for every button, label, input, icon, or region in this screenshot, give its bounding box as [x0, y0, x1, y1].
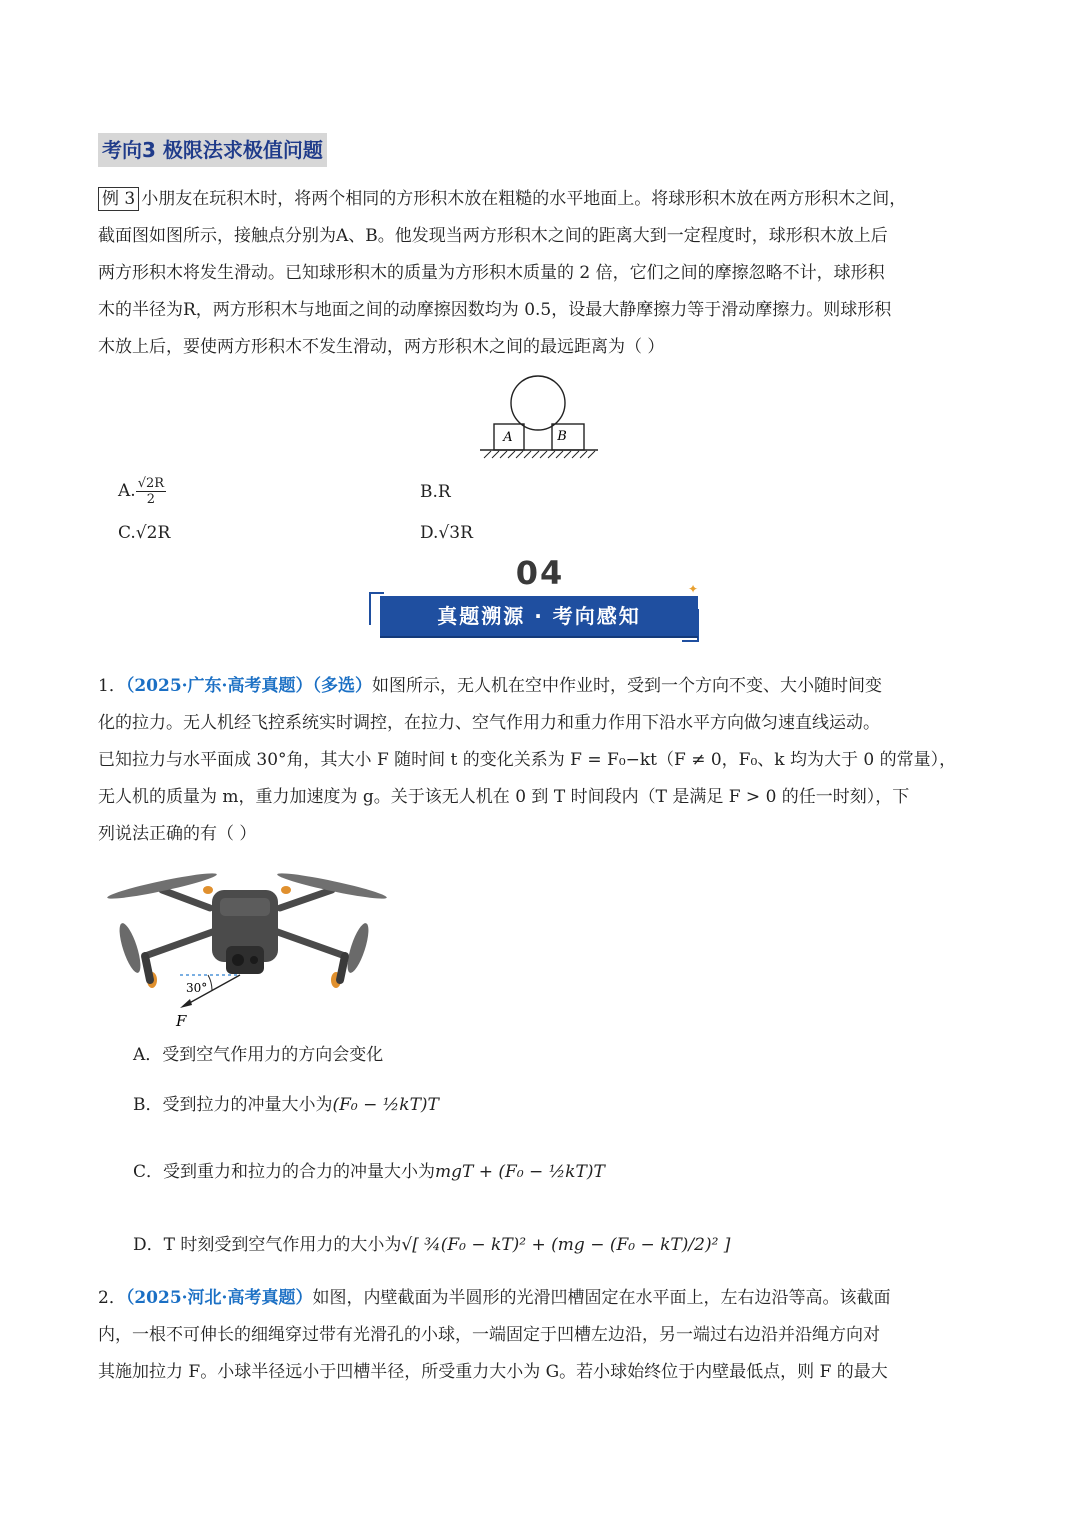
q1-source: （2025·广东·高考真题）（多选） — [125, 676, 372, 696]
q2-line-1: 如图，内壁截面为半圆形的光滑凹槽固定在水平面上，左右边沿等高。该截面 — [312, 1288, 891, 1308]
q1-option-d-expr: √[ ¾(F₀ − kT)² + (mg − (F₀ − kT)/2)² ] — [401, 1235, 731, 1255]
angle-label: 30° — [186, 981, 208, 995]
q2-text — [98, 1280, 982, 1391]
option-a-fraction — [136, 476, 166, 507]
section-title: 考向3 极限法求极值问题 — [98, 133, 327, 167]
example-label: 例 3 — [98, 187, 139, 211]
option-d: D.√3R — [420, 523, 473, 543]
sphere-block — [511, 376, 565, 430]
force-label: F — [176, 1012, 187, 1030]
option-a — [118, 476, 166, 507]
q1-option-b-text: B．受到拉力的冲量大小为 — [133, 1095, 333, 1115]
q1-line-4: 无人机的质量为 m，重力加速度为 g。关于该无人机在 0 到 T 时间段内（T 是满足 F > 0 的任一时刻），下 — [98, 787, 910, 807]
q1-text — [98, 668, 982, 853]
q1-line-3: 已知拉力与水平面成 30°角，其大小 F 随时间 t 的变化关系为 F = F₀−kt（F ≠ 0，F₀、k 均为大于 0 的常量）， — [98, 750, 957, 770]
q1-line-5: 列说法正确的有（ ） — [98, 824, 257, 844]
q1-option-c-text: C．受到重力和拉力的合力的冲量大小为 — [133, 1162, 436, 1182]
option-a-numerator: √2R — [137, 476, 165, 491]
banner-number: 04 — [515, 554, 565, 592]
q1-line-2: 化的拉力。无人机经飞控系统实时调控，在拉力、空气作用力和重力作用下沿水平方向做匀速直线运动。 — [98, 713, 880, 733]
q1-option-c-expr: mgT + (F₀ − ½kT)T — [435, 1162, 605, 1182]
q2-number: 2． — [98, 1288, 126, 1308]
q1-line-1: 如图所示，无人机在空中作业时，受到一个方向不变、大小随时间变 — [371, 676, 882, 696]
drone-camera — [226, 946, 264, 974]
q1-number: 1． — [98, 676, 126, 696]
example-line-3: 两方形积木将发生滑动。已知球形积木的质量为方形积木质量的 2 倍，它们之间的摩擦忽略不计，球形积 — [98, 263, 885, 283]
example-line-4: 木的半径为R，两方形积木与地面之间的动摩擦因数均为 0.5，设最大静摩擦力等于滑动摩擦力。则球形积 — [98, 300, 892, 320]
q1-option-a: A．受到空气作用力的方向会变化 — [133, 1045, 384, 1065]
q1-option-d — [133, 1230, 730, 1255]
ground-hatch — [484, 451, 595, 458]
example-line-1: 小朋友在玩积木时，将两个相同的方形积木放在粗糙的水平地面上。将球形积木放在两方形积木之间， — [141, 189, 907, 209]
option-c: C.√2R — [118, 523, 171, 543]
q2-line-2: 内，一根不可伸长的细绳穿过带有光滑孔的小球，一端固定于凹槽左边沿，另一端过右边沿并沿绳方向对 — [98, 1325, 880, 1345]
example-line-5: 木放上后，要使两方形积木不发生滑动，两方形积木之间的最远距离为（ ） — [98, 337, 665, 357]
q1-option-c — [133, 1157, 605, 1182]
q2-line-3: 其施加拉力 F。小球半径远小于凹槽半径，所受重力大小为 G。若小球始终位于内壁最低点，则 F 的最大 — [98, 1362, 888, 1382]
option-b: B.R — [420, 482, 451, 502]
q1-option-b — [133, 1090, 439, 1115]
label-b: B — [557, 429, 567, 444]
option-a-prefix: A. — [118, 481, 136, 501]
banner-title: 真题溯源 · 考向感知 — [380, 596, 698, 636]
example-3-text — [98, 181, 982, 366]
sparkle-icon: ✦ — [688, 585, 699, 596]
drone-figure — [100, 868, 390, 1033]
q2-source: （2025·河北·高考真题） — [125, 1288, 313, 1308]
q1-option-d-text: D．T 时刻受到空气作用力的大小为 — [133, 1235, 402, 1255]
example-line-2: 截面图如图所示，接触点分别为A、B。他发现当两方形积木之间的距离大到一定程度时，球形积木放上后 — [98, 226, 888, 246]
q1-option-b-expr: (F₀ − ½kT)T — [332, 1095, 439, 1115]
blocks-figure — [478, 374, 602, 460]
option-a-denominator: 2 — [146, 492, 155, 507]
label-a: A — [503, 430, 513, 445]
